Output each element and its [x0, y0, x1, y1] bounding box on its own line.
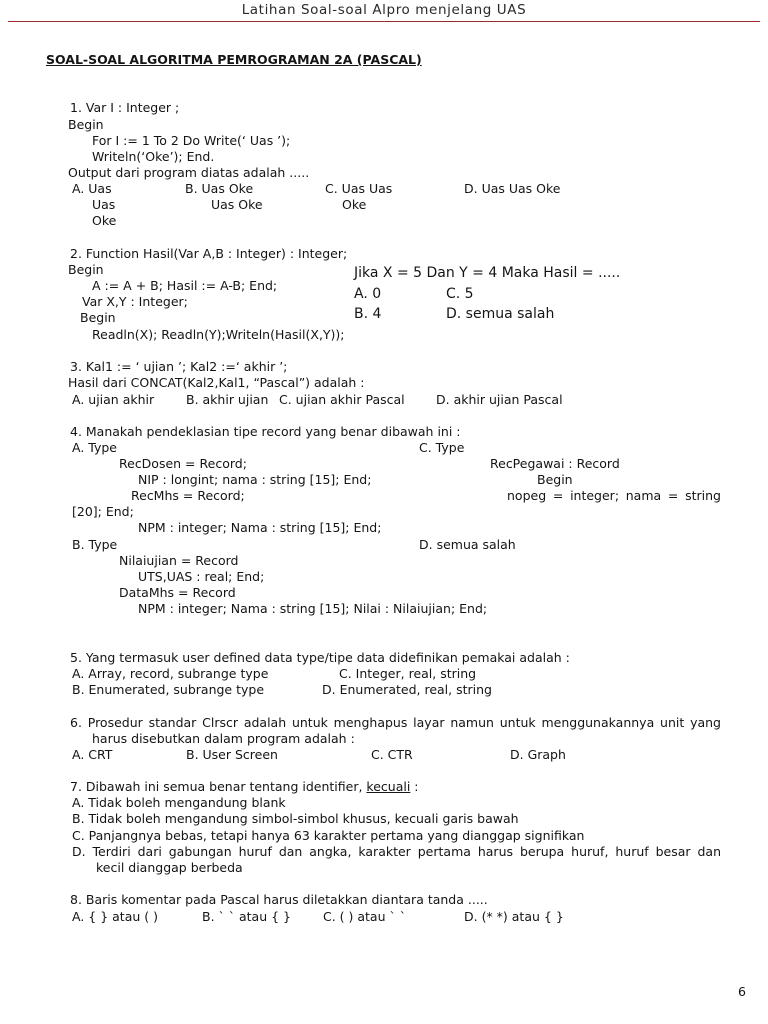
q2-line-2: Begin — [68, 262, 104, 277]
q2-line-4: Var X,Y : Integer; — [82, 294, 188, 309]
q3-option-c: C. ujian akhir Pascal — [279, 392, 405, 407]
q4-a-line-1: RecDosen = Record; — [119, 456, 247, 471]
q3-line-1: 3. Kal1 := ‘ ujian ’; Kal2 :=‘ akhir ’; — [70, 359, 288, 374]
q8-option-b: B. ` ` atau { } — [202, 909, 291, 924]
q7-stem-end: : — [410, 779, 419, 794]
q1-option-b: B. Uas Oke — [185, 181, 254, 196]
q4-c-line-4: [20]; End; — [72, 504, 134, 519]
q4-option-d: D. semua salah — [419, 537, 516, 552]
q2-option-c: C. 5 — [446, 286, 474, 302]
q2-option-d: D. semua salah — [446, 306, 555, 322]
q4-option-a-label: A. Type — [72, 440, 117, 455]
q4-c-line-2: Begin — [537, 472, 573, 487]
q3-line-2: Hasil dari CONCAT(Kal2,Kal1, “Pascal”) adalah : — [68, 375, 365, 390]
q3-option-a: A. ujian akhir — [72, 392, 155, 407]
q1-option-d: D. Uas Uas Oke — [464, 181, 561, 196]
q5-line-1: 5. Yang termasuk user defined data type/tipe data didefinikan pemakai adalah : — [70, 650, 570, 665]
q7-option-b: B. Tidak boleh mengandung simbol-simbol khusus, kecuali garis bawah — [72, 811, 519, 826]
q1-option-b-line-2: Uas Oke — [211, 197, 263, 212]
q2-line-5: Begin — [80, 310, 116, 325]
q6-line-2: harus disebutkan dalam program adalah : — [92, 731, 355, 746]
q1-option-c: C. Uas Uas — [325, 181, 393, 196]
q8-option-d: D. (* *) atau { } — [464, 909, 564, 924]
q1-line-3: For I := 1 To 2 Do Write(‘ Uas ’); — [92, 133, 291, 148]
q1-line-4: Writeln(‘Oke’); End. — [92, 149, 215, 164]
q5-option-a: A. Array, record, subrange type — [72, 666, 269, 681]
q5-option-d: D. Enumerated, real, string — [322, 682, 492, 697]
q4-a-line-2: NIP : longint; nama : string [15]; End; — [138, 472, 372, 487]
q6-option-b: B. User Screen — [186, 747, 278, 762]
q3-option-b: B. akhir ujian — [186, 392, 269, 407]
q4-option-b-label: B. Type — [72, 537, 118, 552]
q2-line-3: A := A + B; Hasil := A-B; End; — [92, 278, 278, 293]
q4-c-line-3: nopeg = integer; nama = string — [507, 488, 721, 503]
q4-a-line-4: NPM : integer; Nama : string [15]; End; — [138, 520, 382, 535]
q8-option-a: A. { } atau ( ) — [72, 909, 158, 924]
q4-line-1: 4. Manakah pendeklasian tipe record yang benar dibawah ini : — [70, 424, 461, 439]
q6-option-d: D. Graph — [510, 747, 566, 762]
q1-line-2: Begin — [68, 117, 104, 132]
q7-option-d-line-1: D. Terdiri dari gabungan huruf dan angka, karakter pertama harus berupa huruf, huruf besar dan — [72, 844, 721, 859]
q4-b-line-4: NPM : integer; Nama : string [15]; Nilai : Nilaiujian; End; — [138, 601, 488, 616]
q1-option-a-line-2: Uas — [92, 197, 116, 212]
q3-option-d: D. akhir ujian Pascal — [436, 392, 563, 407]
q7-stem: 7. Dibawah ini semua benar tentang identifier, — [70, 779, 367, 794]
q4-b-line-1: Nilaiujian = Record — [119, 553, 239, 568]
q8-line-1: 8. Baris komentar pada Pascal harus diletakkan diantara tanda ..... — [70, 892, 488, 907]
q6-line-1: 6. Prosedur standar Clrscr adalah untuk menghapus layar namun untuk menggunakannya unit yang — [70, 715, 721, 730]
q6-option-a: A. CRT — [72, 747, 113, 762]
q1-option-a-line-3: Oke — [92, 213, 117, 228]
q5-option-c: C. Integer, real, string — [339, 666, 477, 681]
q2-question: Jika X = 5 Dan Y = 4 Maka Hasil = ..... — [354, 265, 621, 281]
q2-line-6: Readln(X); Readln(Y);Writeln(Hasil(X,Y)); — [92, 327, 345, 342]
page-title: SOAL-SOAL ALGORITMA PEMROGRAMAN 2A (PASCAL) — [46, 52, 422, 67]
q2-option-b: B. 4 — [354, 306, 382, 322]
q2-option-a: A. 0 — [354, 286, 382, 302]
header-rule — [8, 21, 760, 22]
q4-b-line-2: UTS,UAS : real; End; — [138, 569, 265, 584]
q4-c-line-1: RecPegawai : Record — [490, 456, 620, 471]
q6-option-c: C. CTR — [371, 747, 413, 762]
q1-option-c-line-2: Oke — [342, 197, 367, 212]
q1-option-a: A. Uas — [72, 181, 112, 196]
q8-option-c: C. ( ) atau ` ` — [323, 909, 406, 924]
q4-a-line-3: RecMhs = Record; — [131, 488, 245, 503]
page-number: 6 — [738, 984, 746, 999]
q7-line-1 — [70, 779, 419, 795]
running-header: Latihan Soal-soal Alpro menjelang UAS — [241, 2, 527, 18]
q7-keyword-kecuali: kecuali — [366, 779, 411, 794]
q7-option-c: C. Panjangnya bebas, tetapi hanya 63 karakter pertama yang dianggap signifikan — [72, 828, 585, 843]
q5-option-b: B. Enumerated, subrange type — [72, 682, 265, 697]
q4-b-line-3: DataMhs = Record — [119, 585, 236, 600]
q2-line-1: 2. Function Hasil(Var A,B : Integer) : Integer; — [70, 246, 348, 261]
q7-option-a: A. Tidak boleh mengandung blank — [72, 795, 286, 810]
q1-line-1: 1. Var I : Integer ; — [70, 100, 180, 115]
q1-line-5: Output dari program diatas adalah ..... — [68, 165, 310, 180]
q4-option-c-label: C. Type — [419, 440, 465, 455]
q7-option-d-line-2: kecil dianggap berbeda — [96, 860, 243, 875]
